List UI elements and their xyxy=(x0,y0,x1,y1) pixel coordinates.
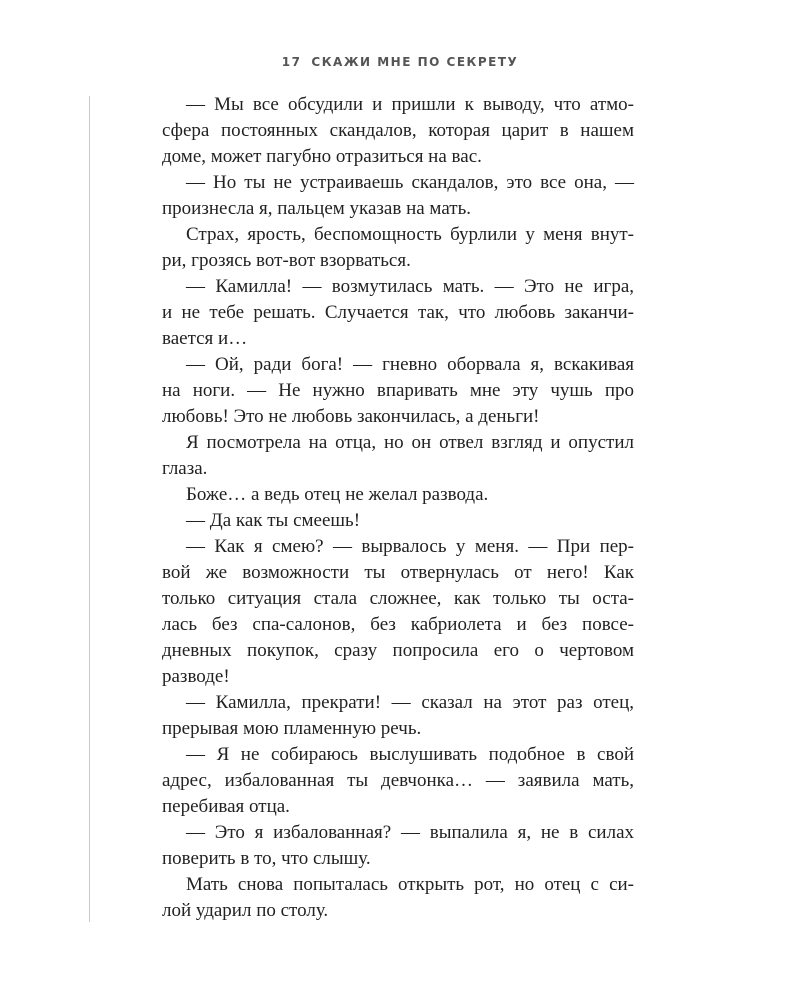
text-line: — Но ты не устраиваешь скандалов, это все она, — xyxy=(186,172,634,193)
text-line: Боже… а ведь отец не желал развода. xyxy=(186,484,489,505)
text-line: и не тебе решать. Случается так, что любовь заканчи- xyxy=(162,302,634,323)
text-line: — Я не собираюсь выслушивать подобное в свой xyxy=(186,744,634,765)
text-line: — Это я избалованная? — выпалила я, не в силах xyxy=(186,822,634,843)
text-line: Мать снова попыталась открыть рот, но отец с си- xyxy=(186,874,634,895)
text-line: — Как я смею? — вырвалось у меня. — При пер- xyxy=(186,536,634,557)
running-header xyxy=(0,55,800,69)
margin-rule xyxy=(89,96,90,922)
text-line: сфера постоянных скандалов, которая царит в нашем xyxy=(162,120,634,141)
text-line: лась без спа-салонов, без кабриолета и без повсе- xyxy=(162,614,634,635)
text-line: — Камилла! — возмутилась мать. — Это не игра, xyxy=(186,276,634,297)
text-line: Я посмотрела на отца, но он отвел взгляд и опустил xyxy=(186,432,634,453)
text-line: ри, грозясь вот-вот взорваться. xyxy=(162,250,411,271)
text-line: глаза. xyxy=(162,458,208,479)
text-line: Страх, ярость, беспомощность бурлили у меня внут- xyxy=(186,224,634,245)
text-line: — Ой, ради бога! — гневно оборвала я, вскакивая xyxy=(186,354,634,375)
text-line: — Мы все обсудили и пришли к выводу, что атмо- xyxy=(186,94,634,115)
text-line: прерывая мою пламенную речь. xyxy=(162,718,422,739)
text-line: адрес, избалованная ты девчонка… — заявила мать, xyxy=(162,770,634,791)
text-line: доме, может пагубно отразиться на вас. xyxy=(162,146,482,167)
text-line: дневных покупок, сразу попросила его о чертовом xyxy=(162,640,634,661)
page-number: 17 xyxy=(281,55,302,69)
text-line: вой же возможности ты отвернулась от него! Как xyxy=(162,562,634,583)
text-line: — Камилла, прекрати! — сказал на этот раз отец, xyxy=(186,692,634,713)
book-title: СКАЖИ МНЕ ПО СЕКРЕТУ xyxy=(311,55,519,69)
text-line: перебивая отца. xyxy=(162,796,290,817)
text-line: на ноги. — Не нужно впаривать мне эту чушь про xyxy=(162,380,634,401)
text-line: любовь! Это не любовь закончилась, а деньги! xyxy=(162,406,540,427)
text-line: вается и… xyxy=(162,328,248,349)
text-line: только ситуация стала сложнее, как только ты оста- xyxy=(162,588,634,609)
text-line: разводе! xyxy=(162,666,230,687)
text-line: поверить в то, что слышу. xyxy=(162,848,371,869)
body-text xyxy=(162,92,634,924)
text-line: лой ударил по столу. xyxy=(162,900,329,921)
text-line: произнесла я, пальцем указав на мать. xyxy=(162,198,471,219)
text-line: — Да как ты смеешь! xyxy=(186,510,361,531)
